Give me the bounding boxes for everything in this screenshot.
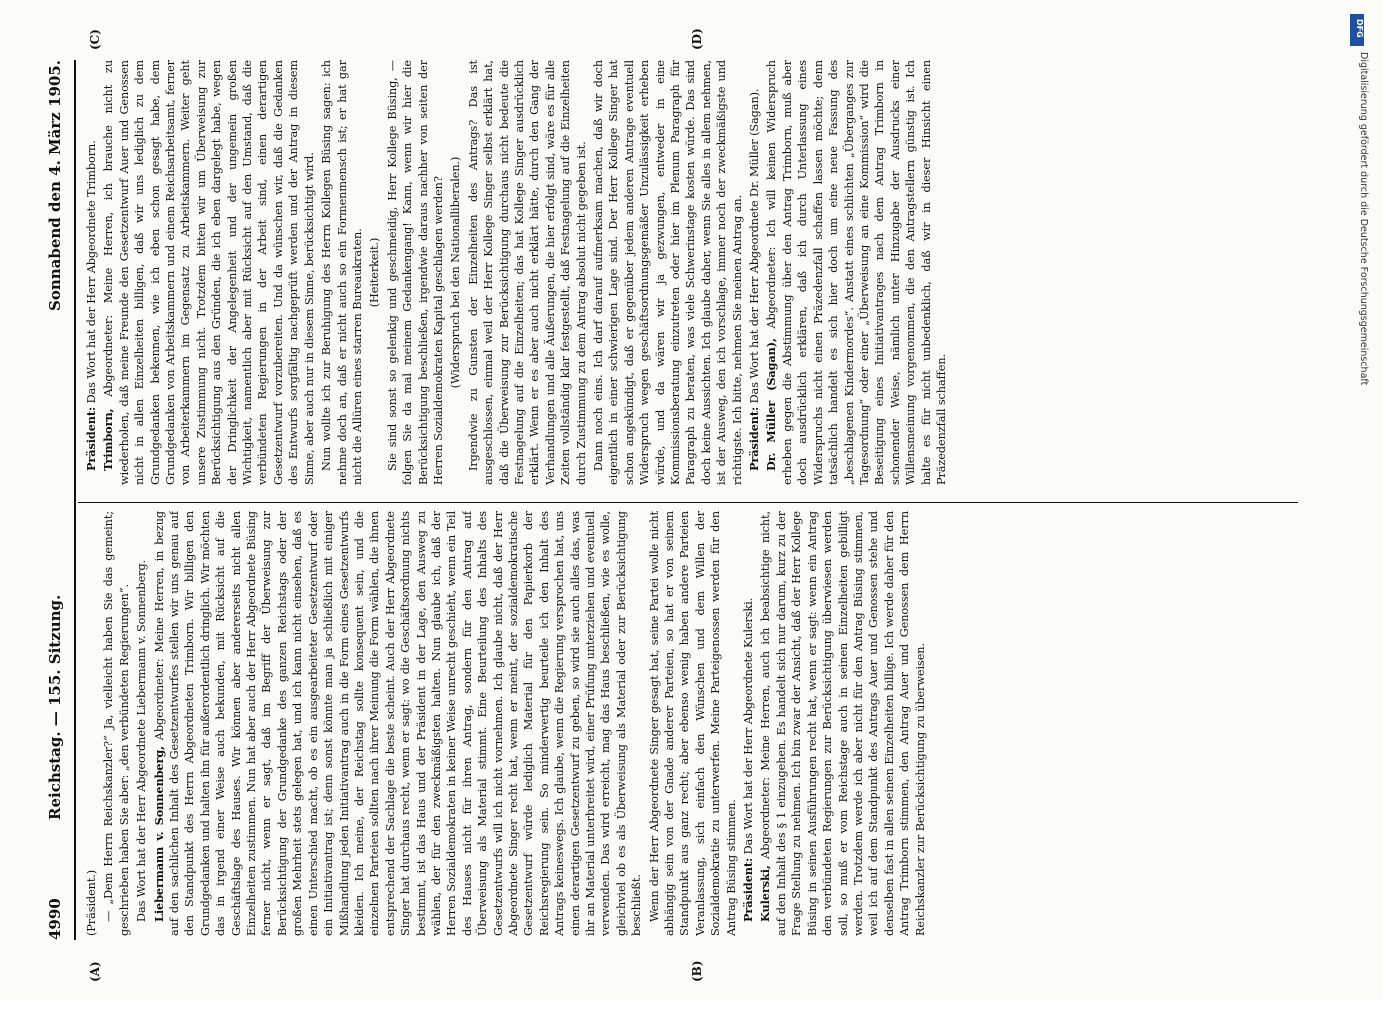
paragraph-text: Wenn der Herr Abgeordnete Singer gesagt hat, seine Partei wolle nicht abhängig sein von der Gnade anderer Parteien, so hat er von seinem Standpunkt aus ganz recht; aber ebenso wenig haben andere Parteien Veranlassung, sich einfach den Wünschen und dem Willen der Sozialdemokratie zu unterwerfen. Meine Parteigenossen werden für den Antrag Büsing stimmen. bbox=[647, 511, 738, 936]
paragraph bbox=[741, 511, 756, 936]
margin-marker-c: (C) bbox=[88, 29, 102, 50]
paragraph bbox=[134, 511, 149, 936]
paragraph bbox=[367, 60, 382, 485]
page-header bbox=[40, 60, 72, 940]
paragraph bbox=[385, 60, 447, 485]
paragraph bbox=[319, 60, 365, 485]
paragraph bbox=[152, 511, 645, 936]
paragraph bbox=[647, 511, 739, 936]
paragraph-text: Dann noch eins. Ich darf darauf aufmerksam machen, daß wir doch eigentlich in einer schwierigen Lage sind. Der Herr Kollege Singer hat schon angekündigt, daß er gegenüber jedem anderen Antrage eventuell Widerspruch wegen geschäftsordnungsgemäßer Unzulässigkeit erheben würde, und da wären wir ja gezwungen, entweder in eine Kommissionsberatung einzutreten oder hier im Plenum Paragraph für Paragraph zu beraten, was viele Schwerinstage kosten würde. Das sind doch keine Aussichten. Ich glaube daher, wenn Sie alles in allem nehmen, ist der Ausweg, den ich vorschlage, immer noch der zweckmäßigste und richtigste. Ich bitte, nehmen Sie meinen Antrag an. bbox=[592, 60, 744, 485]
dfg-logo-text: DFG bbox=[1355, 19, 1364, 38]
paragraph-text: (Heiterkeit.) bbox=[368, 237, 382, 308]
speaker-name: Präsident: bbox=[741, 857, 756, 922]
paragraph-text: — „Dem Herrn Reichskanzler?“ Ja, vielleicht haben Sie das gemeint; geschrieben haben Sie aber: „den verbündeten Regierungen“. bbox=[102, 511, 131, 936]
speaker-name: Präsident: bbox=[84, 406, 98, 471]
paragraph bbox=[747, 60, 762, 485]
digitization-credit bbox=[1347, 8, 1367, 988]
right-column bbox=[84, 60, 1314, 485]
paragraph-text: Abgeordneter: Meine Herren, auch ich beabsichtige nicht, auf den Inhalt des § 1 einzugehen. Es handelt sich nur darum, kurz zu der Frage Stellung zu nehmen. Ich bin zwar der Ansicht, daß der Herr Kollege Büsing in seinen Ausführungen recht hat, wenn er sagt: wenn ein Antrag den verbündeten Regierungen zur Berücksichtigung überwiesen werden soll, so muß er vom Reichstage auch in seinen Einzelheiten gebilligt werden. Trotzdem werde ich aber nicht für den Antrag Büsing stimmen, weil ich auf dem Standpunkt des Antrags Auer und Genossen stehe und denselben fast in allen seinen Einzelheiten billige. Ich werde daher für den Antrag Trimborn stimmen, den Antrag Auer und Genossen dem Herrn Reichskanzler zur Berücksichtigung zu überweisen. bbox=[759, 511, 927, 936]
paragraph-text: Das Wort hat der Herr Abgeordnete Dr. Müller (Sagan). bbox=[748, 88, 762, 407]
paragraph bbox=[448, 60, 463, 485]
speaker-name: Dr. Müller (Sagan), bbox=[764, 338, 779, 471]
paragraph-text: Abgeordneter: Meine Herren, in bezug auf den sachlichen Inhalt des Gesetzentwurfes stellen wir uns genau auf den Standpunkt des Herrn Abgeordneten Trimborn. Wir billigen den Grundgedanken und halten ihn für außerordentlich dringlich. Wir möchten das in irgend einer Weise auch bekunden, mit Rücksicht auf die Geschäftslage des Hauses. Wir können aber andererseits nicht allen Einzelheiten zustimmen. Nun hat aber auch der Herr Abgeordnete Büsing ferner nicht, wenn er sagt, daß im Begriff der Überweisung zur Berücksichtigung der Grundgedanke des ganzen Reichstags oder der großen Mehrheit stets gelegen hat, und ich kann nicht einsehen, daß es einen Unterschied macht, ob es ein ausgearbeiteter Gesetzentwurf oder ein Initiativantrag ist; denn sonst könnte man ja schließlich mit einiger Mißhandlung jeden Initiativantrag auch in die Form eines Gesetzentwurfs kleiden. Ich meine, der Reichstag sollte konsequent sein, und die einzelnen Parteien sollten nach ihrer Meinung die Form wählen, die ihnen entsprechend der Sachlage die beste scheint. Auch der Herr Abgeordnete Singer hat durchaus recht, wenn er sagt: wo die Geschäftsordnung nichts bestimmt, ist das Haus und der Präsident in der Lage, den Ausweg zu wählen, der für den zweckmäßigsten halten. Nun glaube ich, daß der Herren Sozialdemokraten in keiner Weise unrecht geschieht, wenn ein Teil des Hauses nicht für ihren Antrag, sondern für den Antrag auf Überweisung als Material stimmt. Eine Beurteilung des Inhalts des Gesetzentwurfs will ich nicht vornehmen. Ich glaube nicht, daß der Herr Abgeordnete Singer recht hat, wenn er meint, der sozialdemokratische Gesetzentwurf würde lediglich Material für den Papierkorb der Reichsregierung sein. So minderwertig beurteile ich den Inhalt des Antrags keineswegs. Ich glaube, wenn die Regierung versprochen hat, uns einen derartigen Gesetzentwurf zu geben, so wird sie auch alles das, was ihr an Material unterbreitet wird, einer Prüfung unterziehen und eventuell verwenden. Das wird erreicht, mag das Haus beschließen, wie es wolle, gleichviel ob es als Überweisung als Material oder zur Berücksichtigung beschließt. bbox=[152, 511, 644, 936]
speaker-name: Präsident: bbox=[747, 406, 762, 471]
speaker-name: Liebermann v. Sonnenberg, bbox=[151, 746, 166, 922]
speaker-name: Trimborn, bbox=[101, 408, 116, 471]
paragraph bbox=[591, 60, 745, 485]
paragraph-text: Das Wort hat der Herr Abgeordnete Trimborn. bbox=[85, 140, 98, 407]
header-rule bbox=[74, 60, 76, 940]
paragraph bbox=[101, 60, 317, 485]
dfg-logo bbox=[1350, 14, 1364, 46]
paragraph-text: (Präsident.) bbox=[85, 869, 98, 936]
paragraph-text: Irgendwie zu Gunsten der Einzelheiten des Antrags? Das ist ausgeschlossen, einmal weil der Herr Kollege Singer selbst erklärt hat, daß die Überweisung zur Berücksichtigung durchaus nicht bedeute die Festnagelung auf die Einzelheiten; das hat Kollege Singer ausdrücklich erklärt. Wenn er es aber auch nicht erklärt hätte, durch den Gang der Verhandlungen und alle Äußerungen, die hier erfolgt sind, wäre es für alle Zeiten vollständig klar festgestellt, daß Festnagelung auf die Einzelheiten durch Zustimmung zu dem Antrag absolut nicht gegeben ist. bbox=[466, 60, 588, 485]
paragraph bbox=[758, 511, 927, 936]
page-number: 4990 bbox=[46, 898, 64, 940]
paragraph-text: Abgeordneter: Meine Herren, ich brauche nicht zu wiederholen, daß meine Freunde den Gesetzentwurf Auer und Genossen nicht in allen Einzelheiten billigen, daß wir uns lediglich zu dem Grundgedanken bekennen, wie ich eben schon gesagt habe, dem Grundgedanken von Arbeitskammern und einem Reichsarbeitsamt, ferner von Arbeiterkammern im Gegensatz zu Arbeitskammern. Weiter geht unsere Zustimmung nicht. Trotzdem bitten wir um Überweisung zur Berücksichtigung aus den Gründen, die ich eben dargelegt habe, wegen der Dringlichkeit der Angelegenheit und der ungemein großen Wichtigkeit, namentlich aber mit Rücksicht auf den Umstand, daß die verbündeten Regierungen in der Arbeit sind, einen derartigen Gesetzentwurf vorzubereiten. Und da wünschen wir, daß die Gedanken des Entwurfs sorgfältig nachgeprüft werden und der Antrag in diesem Sinne, aber auch nur in diesem Sinne, berücksichtigt wird. bbox=[102, 60, 316, 485]
paragraph bbox=[84, 511, 99, 936]
margin-marker-d: (D) bbox=[690, 28, 704, 50]
paragraph bbox=[84, 60, 99, 485]
column-divider bbox=[78, 502, 1298, 503]
paragraph-text: (Widerspruch bei den Nationalliberalen.) bbox=[449, 156, 463, 389]
margin-marker-b: (B) bbox=[690, 960, 704, 982]
margin-marker-a: (A) bbox=[88, 961, 102, 982]
session-title: Reichstag. — 155. Sitzung. bbox=[46, 594, 64, 820]
credit-text: Digitalisierung gefördert durch die Deutsche Forschungsgemeinschaft bbox=[1358, 52, 1369, 386]
left-column bbox=[84, 511, 1314, 936]
session-date: Sonnabend den 4. März 1905. bbox=[46, 60, 64, 311]
paragraph bbox=[466, 60, 589, 485]
paragraph bbox=[764, 60, 949, 485]
paragraph-text: Das Wort hat der Herr Abgeordnete Liebermann v. Sonnenberg. bbox=[135, 559, 149, 922]
paragraph-text: Abgeordneter: Ich will keinen Widerspruch erheben gegen die Abstimmung über den Antrag Trimborn, muß aber doch ausdrücklich erklären, daß ich durch Unterlassung eines Widerspruchs nicht einen Präzedenzfall schaffen lassen möchte; denn tatsächlich handelt es sich hier doch um eine neue Fassung des „beschlagenen Kindermordes“. Anstatt eines schlichten „Überganges zur Tagesordnung“ oder einer „Überweisung an eine Kommission“ wird die Beseitigung eines Initiativantrages nach dem Antrag Trimborn in schonender Weise, nämlich unter Hinzugabe der Ausdrucks einer Willensmeinung vorgenommen, die den Antragstellern günstig ist. Ich halte es für nicht unbedenklich, daß wir in dieser Hinsicht einen Präzedenzfall schaffen. bbox=[765, 60, 948, 485]
speaker-name: Kulerski, bbox=[758, 865, 773, 922]
paragraph bbox=[101, 511, 132, 936]
paragraph-text: Sie sind sonst so gelenkig und geschmeidig, Herr Kollege Büsing, — folgen Sie da mal meinem Gedankengang! Kann, wenn wir hier die Berücksichtigung beschließen, irgendwie daraus nachher von seiten der Herren Sozialdemokraten Kapital geschlagen werden? bbox=[385, 60, 445, 485]
paragraph-text: Nun wollte ich zur Beruhigung des Herrn Kollegen Büsing sagen: ich nehme doch an, daß er nicht auch so ein Formenmensch ist; er hat gar nicht die Allüren eines starren Bureaukraten. bbox=[320, 60, 364, 485]
paragraph-text: Das Wort hat der Herr Abgeordnete Kulerski. bbox=[742, 597, 756, 858]
